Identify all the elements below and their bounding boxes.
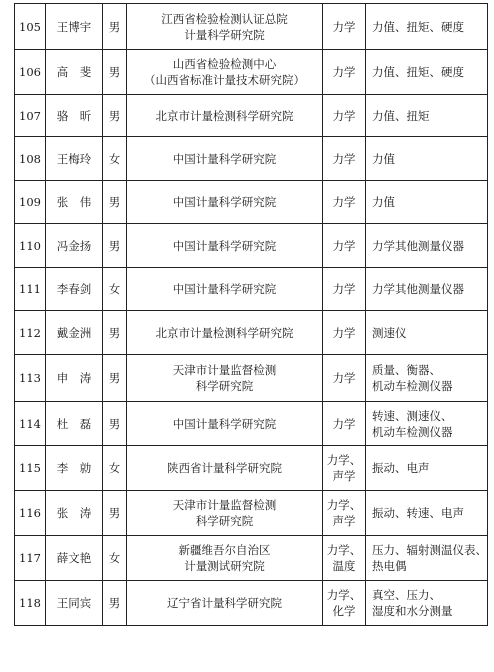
row-number-cell: 108 (15, 137, 46, 181)
row-number-cell: 107 (15, 95, 46, 137)
name-cell: 杜 磊 (46, 402, 103, 446)
field-cell-line: 力学 (332, 325, 356, 340)
specialty-cell-line: 测速仪 (372, 325, 407, 340)
row-number-cell: 110 (15, 224, 46, 268)
organization-cell (127, 536, 323, 581)
specialty-cell-line: 机动车检测仪器 (372, 424, 453, 439)
row-number-cell: 118 (15, 581, 46, 626)
organization-cell (127, 446, 323, 491)
name-cell: 冯金扬 (46, 224, 103, 268)
field-cell-line: 声学 (332, 469, 356, 483)
gender-cell: 男 (103, 224, 127, 268)
specialty-cell-line: 热电偶 (372, 559, 407, 573)
organization-cell-line: 科学研究院 (195, 514, 254, 528)
field-cell (323, 4, 366, 50)
table-row (15, 446, 488, 491)
gender-cell: 男 (103, 355, 127, 402)
organization-cell-line: 计量科学研究院 (184, 27, 265, 42)
gender-cell: 男 (103, 491, 127, 536)
organization-cell (127, 137, 323, 181)
field-cell-line: 力学 (332, 238, 356, 253)
table-row (15, 4, 488, 50)
field-cell-line: 力学、 (326, 453, 362, 467)
field-cell-line: 力学、 (326, 543, 362, 557)
table-row (15, 311, 488, 355)
specialty-cell (366, 311, 488, 355)
gender-cell: 男 (103, 311, 127, 355)
name-cell: 张 伟 (46, 181, 103, 224)
specialty-cell (366, 268, 488, 311)
specialty-cell-line: 力值、扭矩、硬度 (372, 65, 464, 79)
gender-cell: 男 (103, 581, 127, 626)
specialty-cell-line: 力学其他测量仪器 (372, 238, 464, 253)
specialty-cell-line: 力值、扭矩、硬度 (372, 19, 464, 34)
organization-cell (127, 581, 323, 626)
table-row (15, 581, 488, 626)
organization-cell-line: 中国计量科学研究院 (172, 416, 277, 431)
organization-cell-line: 北京市计量检测科学研究院 (155, 108, 294, 123)
specialty-cell (366, 402, 488, 446)
table-row (15, 355, 488, 402)
organization-cell-line: 辽宁省计量科学研究院 (167, 596, 282, 610)
specialty-cell-line: 力值 (372, 195, 395, 209)
name-cell: 李春剑 (46, 268, 103, 311)
organization-cell-line: 北京市计量检测科学研究院 (155, 325, 294, 340)
organization-cell (127, 491, 323, 536)
name-cell: 高 斐 (46, 50, 103, 95)
row-number-cell: 111 (15, 268, 46, 311)
field-cell (323, 581, 366, 626)
organization-cell-line: 中国计量科学研究院 (172, 238, 277, 253)
organization-cell-line: （山西省标准计量技术研究院） (144, 73, 305, 87)
field-cell (323, 311, 366, 355)
organization-cell-line: 陕西省计量科学研究院 (167, 461, 282, 475)
gender-cell: 男 (103, 95, 127, 137)
organization-cell (127, 355, 323, 402)
specialty-cell (366, 536, 488, 581)
field-cell-line: 力学 (332, 282, 356, 296)
row-number-cell: 106 (15, 50, 46, 95)
field-cell-line: 力学 (332, 151, 356, 166)
field-cell-line: 力学 (332, 195, 356, 209)
specialty-cell-line: 压力、辐射测温仪表、 (372, 543, 487, 557)
organization-cell-line: 新疆维吾尔自治区 (178, 543, 271, 557)
table-row (15, 137, 488, 181)
field-cell-line: 力学 (332, 108, 356, 123)
table-row (15, 536, 488, 581)
specialty-cell (366, 581, 488, 626)
row-number-cell: 109 (15, 181, 46, 224)
field-cell-line: 力学 (332, 416, 356, 431)
field-cell (323, 137, 366, 181)
name-cell: 王同宾 (46, 581, 103, 626)
table-row (15, 491, 488, 536)
specialty-cell-line: 振动、转速、电声 (372, 506, 464, 520)
specialty-cell (366, 355, 488, 402)
specialty-cell (366, 50, 488, 95)
organization-cell (127, 95, 323, 137)
gender-cell: 女 (103, 137, 127, 181)
field-cell-line: 力学 (332, 371, 356, 385)
name-cell: 戴金洲 (46, 311, 103, 355)
organization-cell (127, 268, 323, 311)
name-cell: 薛文艳 (46, 536, 103, 581)
field-cell (323, 402, 366, 446)
organization-cell-line: 中国计量科学研究院 (172, 195, 277, 209)
table-row (15, 224, 488, 268)
specialty-cell-line: 真空、压力、 (372, 588, 441, 602)
field-cell (323, 355, 366, 402)
row-number-cell: 115 (15, 446, 46, 491)
organization-cell-line: 天津市计量监督检测 (172, 498, 277, 512)
row-number-cell: 114 (15, 402, 46, 446)
name-cell: 骆 昕 (46, 95, 103, 137)
specialty-cell (366, 224, 488, 268)
gender-cell: 男 (103, 402, 127, 446)
field-cell-line: 化学 (332, 604, 356, 618)
organization-cell (127, 311, 323, 355)
specialty-cell (366, 4, 488, 50)
table-row (15, 50, 488, 95)
name-cell: 王博宇 (46, 4, 103, 50)
experts-table-body (15, 4, 488, 626)
specialty-cell-line: 湿度和水分测量 (372, 604, 453, 618)
specialty-cell-line: 转速、测速仪、 (372, 408, 453, 423)
field-cell (323, 268, 366, 311)
gender-cell: 男 (103, 50, 127, 95)
row-number-cell: 116 (15, 491, 46, 536)
name-cell: 申 涛 (46, 355, 103, 402)
specialty-cell (366, 446, 488, 491)
experts-table (14, 3, 488, 626)
field-cell-line: 温度 (332, 559, 356, 573)
organization-cell (127, 4, 323, 50)
organization-cell (127, 402, 323, 446)
name-cell: 张 涛 (46, 491, 103, 536)
specialty-cell (366, 137, 488, 181)
row-number-cell: 113 (15, 355, 46, 402)
organization-cell-line: 江西省检验检测认证总院 (161, 11, 288, 26)
gender-cell: 女 (103, 536, 127, 581)
specialty-cell (366, 181, 488, 224)
gender-cell: 男 (103, 181, 127, 224)
specialty-cell (366, 491, 488, 536)
field-cell (323, 224, 366, 268)
name-cell: 王梅玲 (46, 137, 103, 181)
field-cell-line: 力学 (332, 19, 356, 34)
gender-cell: 女 (103, 268, 127, 311)
specialty-cell (366, 95, 488, 137)
field-cell-line: 力学、 (326, 498, 362, 512)
field-cell-line: 力学 (332, 65, 356, 79)
specialty-cell-line: 机动车检测仪器 (372, 379, 453, 393)
organization-cell-line: 中国计量科学研究院 (172, 282, 277, 296)
name-cell: 李 勍 (46, 446, 103, 491)
organization-cell (127, 50, 323, 95)
table-row (15, 402, 488, 446)
specialty-cell-line: 力学其他测量仪器 (372, 282, 464, 296)
organization-cell-line: 计量测试研究院 (184, 559, 265, 573)
row-number-cell: 117 (15, 536, 46, 581)
row-number-cell: 105 (15, 4, 46, 50)
field-cell (323, 446, 366, 491)
field-cell (323, 536, 366, 581)
organization-cell (127, 181, 323, 224)
specialty-cell-line: 力值 (372, 151, 395, 166)
table-row (15, 181, 488, 224)
specialty-cell-line: 力值、扭矩 (372, 108, 430, 123)
gender-cell: 男 (103, 4, 127, 50)
table-row (15, 268, 488, 311)
organization-cell-line: 山西省检验检测中心 (172, 57, 277, 71)
field-cell (323, 50, 366, 95)
organization-cell-line: 中国计量科学研究院 (172, 151, 277, 166)
field-cell (323, 95, 366, 137)
field-cell-line: 力学、 (326, 588, 362, 602)
organization-cell (127, 224, 323, 268)
field-cell-line: 声学 (332, 514, 356, 528)
row-number-cell: 112 (15, 311, 46, 355)
organization-cell-line: 科学研究院 (195, 379, 254, 393)
specialty-cell-line: 振动、电声 (372, 461, 430, 475)
organization-cell-line: 天津市计量监督检测 (172, 363, 277, 377)
field-cell (323, 181, 366, 224)
table-row (15, 95, 488, 137)
field-cell (323, 491, 366, 536)
experts-table-container (14, 3, 488, 626)
gender-cell: 女 (103, 446, 127, 491)
specialty-cell-line: 质量、衡器、 (372, 363, 441, 377)
